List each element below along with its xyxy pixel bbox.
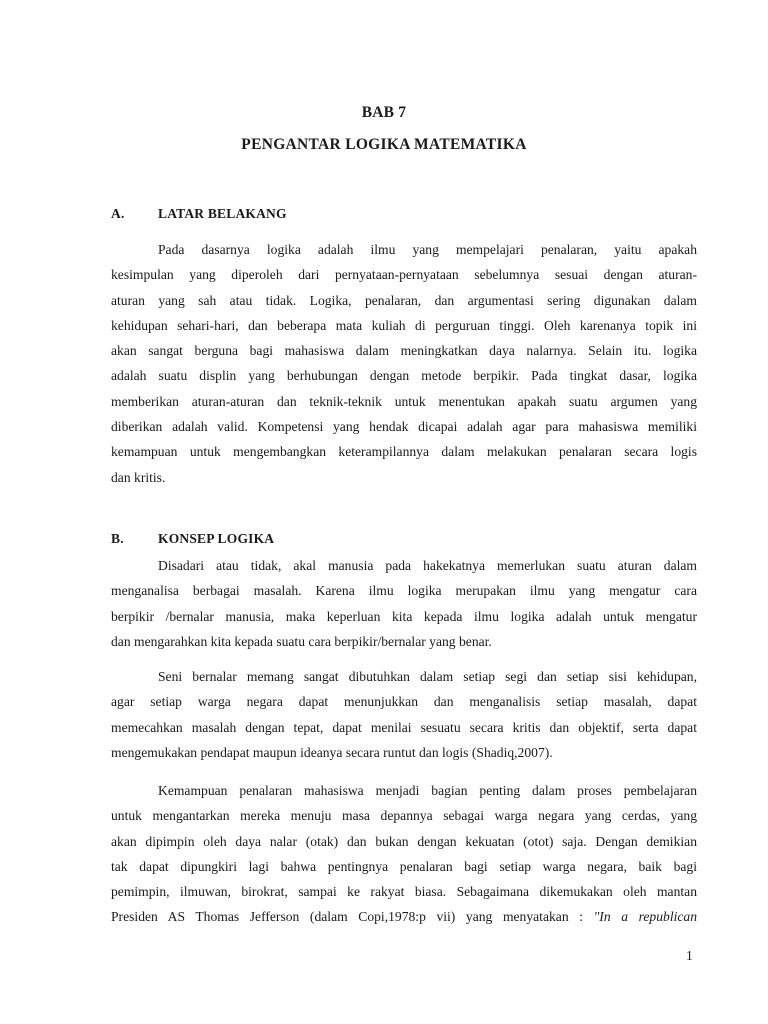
text-line: untuk mengantarkan mereka menuju masa depannya sebagai warga negara yang cerdas, yang xyxy=(111,808,697,824)
text-line: dan mengarahkan kita kepada suatu cara berpikir/bernalar yang benar. xyxy=(111,633,492,649)
text-line: Seni bernalar memang sangat dibutuhkan dalam setiap segi dan setiap sisi kehidupan, xyxy=(158,669,697,684)
text-line: agar setiap warga negara dapat menunjukkan dan menganalisis setiap masalah, dapat xyxy=(111,694,697,710)
text-line: akan dipimpin oleh daya nalar (otak) dan bukan dengan kekuatan (otot) saja. Dengan demikian xyxy=(111,833,697,849)
text-line: Kemampuan penalaran mahasiswa menjadi bagian penting dalam proses pembelajaran xyxy=(158,783,697,798)
chapter-title: PENGANTAR LOGIKA MATEMATIKA xyxy=(241,136,527,153)
text-line: diberikan adalah valid. Kompetensi yang hendak dicapai adalah agar para mahasiswa memiliki xyxy=(111,419,697,435)
text-line: Disadari atau tidak, akal manusia pada hakekatnya memerlukan suatu aturan dalam xyxy=(158,558,697,573)
italic-quote: "In a republican xyxy=(593,909,697,925)
text-line: menganalisa berbagai masalah. Karena ilmu logika merupakan ilmu yang mengatur cara xyxy=(111,583,697,599)
text-line: tak dapat dipungkiri lagi bahwa pentingnya penalaran bagi setiap warga negara, baik bagi xyxy=(111,858,697,874)
page-number: 1 xyxy=(686,948,693,963)
section-letter: B. xyxy=(111,531,124,546)
paragraph-konsep-1 xyxy=(111,553,697,654)
text-line: dan kritis. xyxy=(111,469,166,485)
text-line: kehidupan sehari-hari, dan beberapa mata kuliah di perguruan tinggi. Oleh karenanya topik ini xyxy=(111,317,697,333)
text-line: berpikir /bernalar manusia, maka keperluan kita kepada ilmu logika adalah untuk mengatur xyxy=(111,608,697,624)
paragraph-konsep-3 xyxy=(111,778,697,930)
section-heading-a xyxy=(111,206,287,222)
text-line: adalah suatu displin yang berhubungan dengan metode berpikir. Pada tingkat dasar, logika xyxy=(111,368,697,384)
text-line: memecahkan masalah dengan tepat, dapat menilai sesuatu secara kritis dan objektif, serta dapat xyxy=(111,719,697,735)
section-title: KONSEP LOGIKA xyxy=(158,531,275,546)
text-line: aturan yang sah atau tidak. Logika, penalaran, dan argumentasi sering digunakan dalam xyxy=(111,292,697,308)
text-line: akan sangat berguna bagi mahasiswa dalam meningkatkan daya nalarnya. Selain itu. logika xyxy=(111,343,697,359)
text-line: pemimpin, ilmuwan, birokrat, sampai ke rakyat biasa. Sebagaimana dikemukakan oleh mantan xyxy=(111,884,697,900)
text-line: kesimpulan yang diperoleh dari pernyataan-pernyataan sebelumnya sesuai dengan aturan- xyxy=(111,267,697,283)
text-fragment: Presiden AS Thomas Jefferson (dalam Copi,1978:p vii) yang menyatakan : xyxy=(111,909,594,925)
text-line: memberikan aturan-aturan dan teknik-teknik untuk menentukan apakah suatu argumen yang xyxy=(111,393,697,409)
text-line: kemampuan untuk mengembangkan keterampilannya dalam melakukan penalaran secara logis xyxy=(111,444,697,460)
section-letter: A. xyxy=(111,206,125,221)
text-line-with-quote xyxy=(111,904,697,929)
section-heading-b xyxy=(111,531,274,547)
paragraph-latar-belakang xyxy=(111,237,697,490)
text-line: Pada dasarnya logika adalah ilmu yang mempelajari penalaran, yaitu apakah xyxy=(158,242,697,257)
section-title: LATAR BELAKANG xyxy=(158,206,287,221)
text-line: mengemukakan pendapat maupun ideanya secara runtut dan logis (Shadiq,2007). xyxy=(111,744,553,760)
paragraph-konsep-2 xyxy=(111,664,697,765)
chapter-number: BAB 7 xyxy=(361,104,407,121)
